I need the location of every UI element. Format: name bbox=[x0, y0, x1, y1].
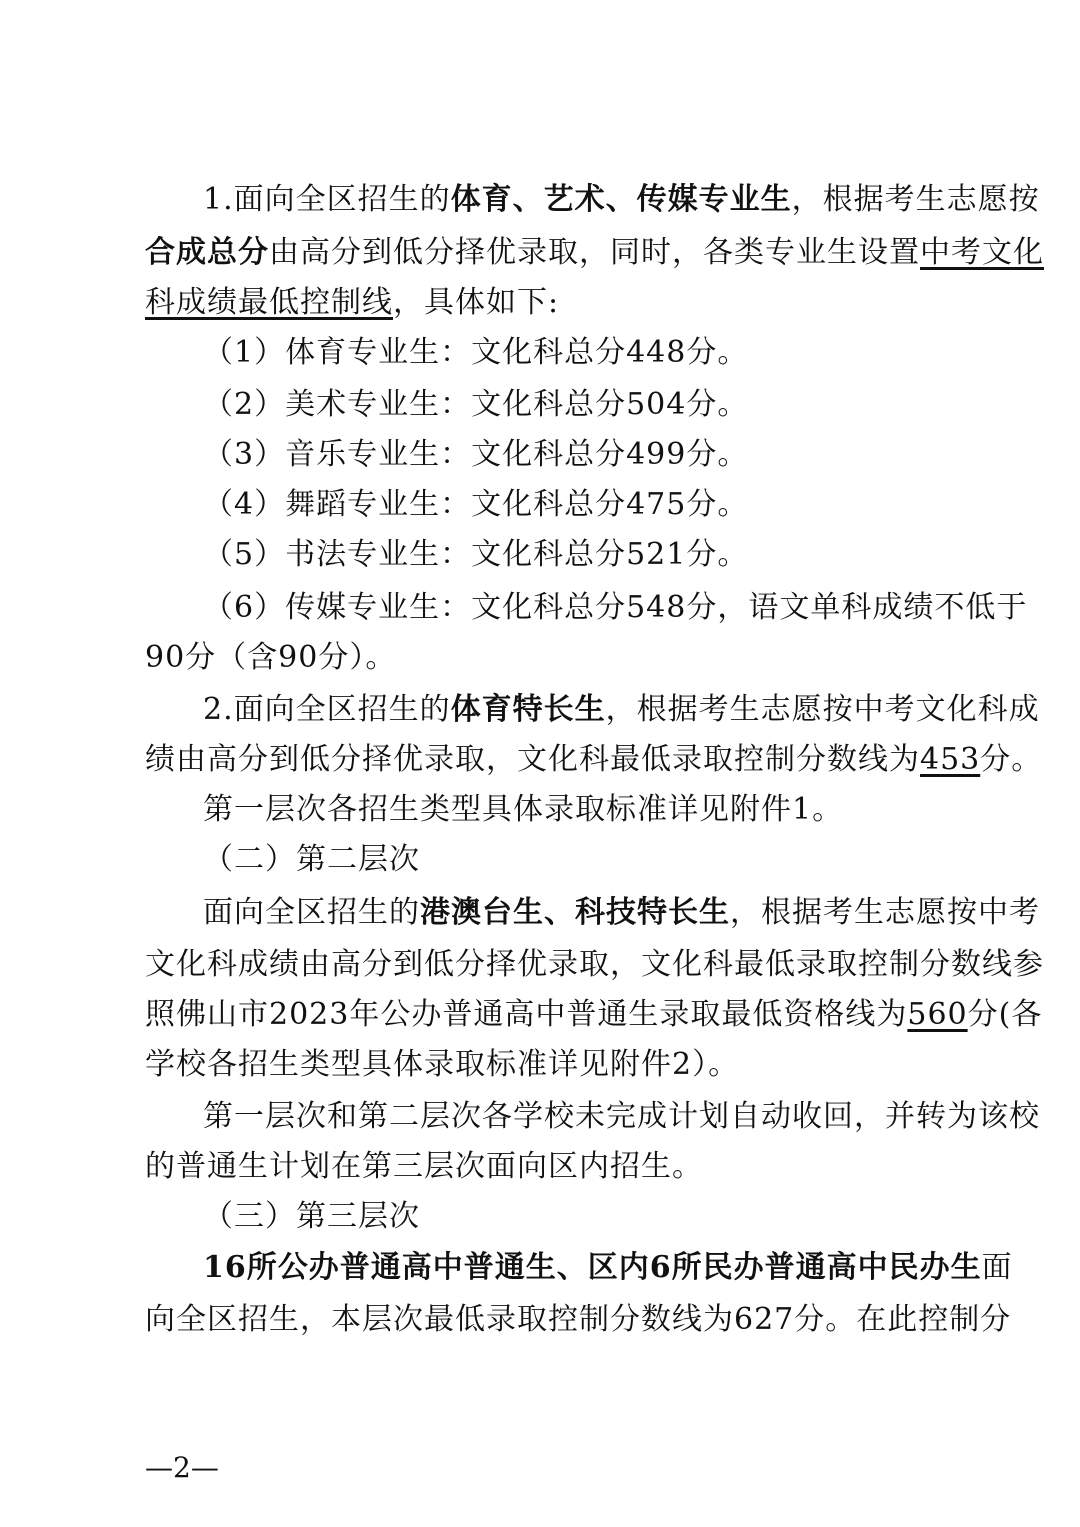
text: 2.面向全区招生的 bbox=[203, 692, 451, 727]
text: ，根据考生志愿按中考 bbox=[730, 895, 1040, 930]
paragraph-3: 第一层次各招生类型具体录取标准详见附件1。 bbox=[203, 792, 844, 827]
underlined-number: 453 bbox=[920, 742, 981, 777]
paragraph-4-line-2: 文化科成绩由高分到低分择优录取，文化科最低录取控制分数线参 bbox=[145, 947, 1044, 982]
bold-text: 体育特长生 bbox=[450, 692, 606, 727]
section-heading-3: （三）第三层次 bbox=[203, 1199, 420, 1234]
bold-text: 港澳台生、科技特长生 bbox=[420, 895, 730, 930]
paragraph-4-line-4: 学校各招生类型具体录取标准详见附件2）。 bbox=[145, 1047, 740, 1082]
list-item-2: （2）美术专业生：文化科总分504分。 bbox=[203, 387, 749, 422]
text: 面向全区招生的 bbox=[203, 895, 420, 930]
text: 由高分到低分择优录取，同时，各类专业生设置 bbox=[269, 235, 920, 270]
paragraph-2-line-2 bbox=[145, 735, 1043, 785]
bold-text: 体育、艺术、传媒专业生 bbox=[450, 182, 792, 217]
list-item-6-cont: 90分（含90分）。 bbox=[145, 640, 397, 675]
text: 面 bbox=[981, 1250, 1013, 1285]
text: 1.面向全区招生的 bbox=[203, 182, 451, 217]
text: ，根据考生志愿按 bbox=[791, 182, 1040, 217]
underlined-text: 中考文化 bbox=[920, 235, 1044, 270]
text: ，根据考生志愿按中考文化科成 bbox=[605, 692, 1040, 727]
underlined-text: 科成绩最低控制线 bbox=[145, 285, 393, 320]
text: 照佛山市2023年公办普通高中普通生录取最低资格线为 bbox=[145, 997, 908, 1032]
paragraph-4-line-3 bbox=[145, 990, 1043, 1040]
bold-text: 合成总分 bbox=[145, 235, 269, 270]
text: 绩由高分到低分择优录取，文化科最低录取控制分数线为 bbox=[145, 742, 920, 777]
paragraph-6-line-2: 向全区招生，本层次最低录取控制分数线为627分。在此控制分 bbox=[145, 1302, 1012, 1337]
text: ，具体如下: bbox=[393, 285, 560, 320]
section-heading-2: （二）第二层次 bbox=[203, 842, 420, 877]
list-item-1: （1）体育专业生：文化科总分448分。 bbox=[203, 335, 749, 370]
text: 分(各 bbox=[967, 997, 1043, 1032]
list-item-5: （5）书法专业生：文化科总分521分。 bbox=[203, 537, 749, 572]
page-number: —2— bbox=[145, 1451, 219, 1484]
list-item-3: （3）音乐专业生：文化科总分499分。 bbox=[203, 437, 749, 472]
paragraph-5-line-2: 的普通生计划在第三层次面向区内招生。 bbox=[145, 1149, 703, 1184]
text: 分。 bbox=[980, 742, 1043, 777]
bold-text: 16所公办普通高中普通生、区内6所民办普通高中民办生 bbox=[203, 1250, 982, 1285]
paragraph-1-line-3 bbox=[145, 278, 945, 328]
paragraph-5-line-1: 第一层次和第二层次各学校未完成计划自动收回，并转为该校 bbox=[203, 1099, 1040, 1134]
paragraph-1-line-1 bbox=[203, 175, 1040, 225]
paragraph-4-line-1 bbox=[203, 888, 1040, 938]
paragraph-6-line-1 bbox=[203, 1243, 1013, 1293]
paragraph-2-line-1 bbox=[203, 685, 1040, 735]
list-item-6: （6）传媒专业生：文化科总分548分，语文单科成绩不低于 bbox=[203, 590, 1028, 625]
list-item-4: （4）舞蹈专业生：文化科总分475分。 bbox=[203, 487, 749, 522]
paragraph-1-line-2 bbox=[145, 228, 1044, 278]
underlined-number: 560 bbox=[907, 997, 968, 1032]
